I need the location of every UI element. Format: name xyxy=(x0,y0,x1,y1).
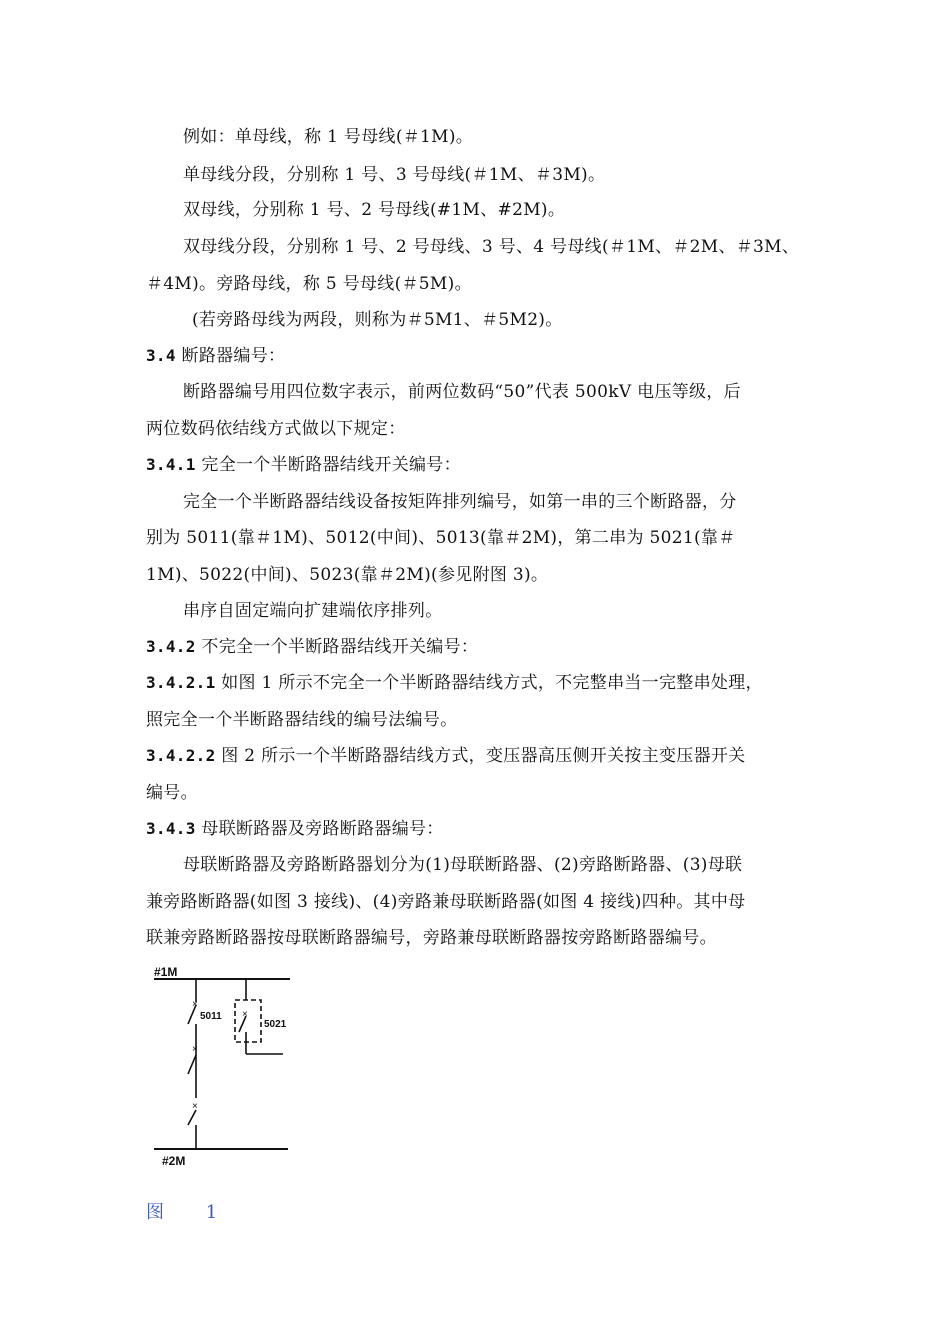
figure-caption: 图 1 xyxy=(146,1202,236,1223)
svg-text:×: × xyxy=(242,1009,248,1020)
paragraph: 例如：单母线，称 1 号母线(＃1M)。 xyxy=(183,127,474,147)
paragraph: 1M)、5022(中间)、5023(靠＃2M)(参见附图 3)。 xyxy=(146,565,549,585)
branch-5021 xyxy=(235,979,283,1054)
paragraph: 完全一个半断路器结线设备按矩阵排列编号，如第一串的三个断路器，分 xyxy=(183,492,737,512)
paragraph: ＃4M)。旁路母线，称 5 号母线(＃5M)。 xyxy=(146,274,472,294)
bus-1m-label: #1M xyxy=(154,965,178,979)
section-title: 母联断路器及旁路断路器编号： xyxy=(201,819,444,839)
paragraph: (若旁路母线为两段，则称为＃5M1、＃5M2)。 xyxy=(192,310,563,330)
svg-text:×: × xyxy=(192,1101,198,1112)
section-title: 断路器编号： xyxy=(181,346,286,366)
paragraph: 断路器编号用四位数字表示，前两位数码“50”代表 500kV 电压等级，后 xyxy=(183,382,741,402)
paragraph: 两位数码依结线方式做以下规定： xyxy=(146,419,406,439)
section-title: 完全一个半断路器结线开关编号： xyxy=(201,455,461,475)
paragraph: 双母线，分别称 1 号、2 号母线(#1M、#2M)。 xyxy=(183,200,566,220)
section-title: 图 2 所示一个半断路器结线方式，变压器高压侧开关按主变压器开关 xyxy=(221,746,746,766)
paragraph: 双母线分段，分别称 1 号、2 号母线、3 号、4 号母线(＃1M、＃2M、＃3M、 xyxy=(183,237,800,257)
section-number: 3.4.1 xyxy=(146,455,196,474)
paragraph: 串序自固定端向扩建端依序排列。 xyxy=(183,601,443,621)
section-heading-3-4-1 xyxy=(146,454,461,476)
section-number: 3.4.2 xyxy=(146,637,196,656)
paragraph: 编号。 xyxy=(146,783,198,803)
paragraph: 联兼旁路断路器按母联断路器编号，旁路兼母联断路器按旁路断路器编号。 xyxy=(146,928,717,948)
section-title: 不完全一个半断路器结线开关编号： xyxy=(201,637,479,657)
section-number: 3.4 xyxy=(146,346,176,365)
paragraph: 别为 5011(靠＃1M)、5012(中间)、5013(靠＃2M)，第二串为 5021(靠＃ xyxy=(146,528,736,548)
figure-1-diagram xyxy=(140,960,310,1180)
svg-text:×: × xyxy=(192,999,198,1010)
paragraph: 单母线分段，分别称 1 号、3 号母线(＃1M、＃3M)。 xyxy=(183,165,606,185)
paragraph: 兼旁路断路器(如图 3 接线)、(4)旁路兼母联断路器(如图 4 接线)四种。其中母 xyxy=(146,892,746,912)
section-number: 3.4.2.2 xyxy=(146,746,216,765)
section-number: 3.4.2.1 xyxy=(146,673,216,692)
breaker-5011-label: 5011 xyxy=(200,1011,222,1022)
section-heading-3-4 xyxy=(146,345,285,367)
main-string xyxy=(188,979,198,1149)
section-heading-3-4-3 xyxy=(146,818,444,840)
paragraph: 母联断路器及旁路断路器划分为(1)母联断路器、(2)旁路断路器、(3)母联 xyxy=(183,855,743,875)
section-number: 3.4.3 xyxy=(146,819,196,838)
paragraph: 照完全一个半断路器结线的编号法编号。 xyxy=(146,710,458,730)
section-heading-3-4-2 xyxy=(146,636,478,658)
svg-text:×: × xyxy=(192,1044,198,1055)
section-heading-3-4-2-1 xyxy=(146,672,763,694)
section-heading-3-4-2-2 xyxy=(146,745,745,767)
breaker-5021-label: 5021 xyxy=(264,1019,287,1030)
bus-2m-label: #2M xyxy=(162,1154,186,1168)
section-title: 如图 1 所示不完全一个半断路器结线方式，不完整串当一完整串处理， xyxy=(221,673,763,693)
dashed-breaker-box xyxy=(235,1000,261,1042)
